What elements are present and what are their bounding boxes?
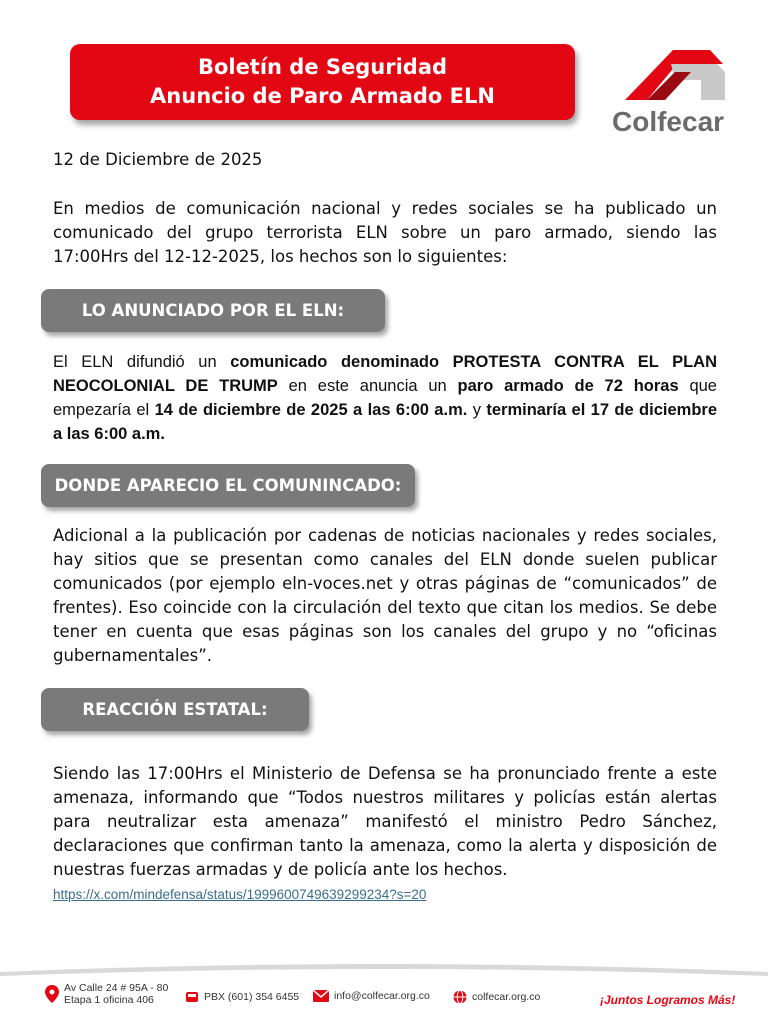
- mindefensa-link[interactable]: https://x.com/mindefensa/status/1999600749639299234?s=20: [53, 887, 427, 902]
- intro-paragraph: En medios de comunicación nacional y redes sociales se ha publicado un comunicado del grupo terrorista ELN sobre un paro armado, siendo las 17:00Hrs del 12-12-2025, los hechos son lo siguientes:: [53, 199, 717, 266]
- announced-bold-4: terminaría el 17 de diciembre a las 6:00 a.m.: [53, 401, 717, 443]
- header-banner: [70, 44, 575, 120]
- globe-icon: [453, 990, 467, 1004]
- section-header-announced: LO ANUNCIADO POR EL ELN:: [41, 289, 385, 332]
- announced-text-4: y: [467, 401, 487, 419]
- footer: [0, 960, 768, 1024]
- announced-bold-2: paro armado de 72 horas: [457, 377, 679, 395]
- footer-website[interactable]: [453, 990, 540, 1004]
- email-text: info@colfecar.org.co: [334, 990, 430, 1002]
- where-paragraph: Adicional a la publicación por cadenas de noticias nacionales y redes sociales, hay sitios que se presentan como canales del ELN donde suelen publicar comunicados (por ejemplo eln-voces.net y otras páginas de “comunicados” de frentes). Eso coincide con la circulación del texto que citan los medios. Se debe tener en cuenta que esas páginas son los canales del grupo y no “oficinas gubernamentales”.: [53, 526, 717, 665]
- announced-text-1: El ELN difundió un: [53, 353, 231, 371]
- footer-address: [45, 982, 168, 1006]
- phone-text: PBX (601) 354 6455: [204, 991, 300, 1003]
- address-line-2: Etapa 1 oficina 406: [64, 994, 154, 1006]
- website-text: colfecar.org.co: [472, 991, 541, 1003]
- reaction-text: Siendo las 17:00Hrs el Ministerio de Defensa se ha pronunciado frente a este amenaza, informando que “Todos nuestros militares y policías están alertas para neutralizar esta amenaza” manifestó el ministro Pedro Sánchez, declaraciones que confirman tanto la amenaza, como la alerta y disposición de nuestras fuerzas armadas y de policía ante los hechos.: [53, 764, 717, 879]
- announced-bold-3: 14 de diciembre de 2025 a las 6:00 a.m.: [154, 401, 468, 419]
- bulletin-subtitle: Anuncio de Paro Armado ELN: [150, 84, 495, 108]
- reaction-paragraph: [53, 762, 717, 907]
- announced-paragraph: [53, 350, 717, 446]
- announced-text-3: que empezaría el: [53, 377, 717, 419]
- footer-email[interactable]: [313, 990, 430, 1002]
- footer-phone: [185, 990, 299, 1004]
- email-icon: [313, 990, 329, 1002]
- footer-slogan: ¡Juntos Logramos Más!: [600, 993, 736, 1007]
- location-pin-icon: [45, 985, 59, 1003]
- announced-text-2: en este anuncia un: [277, 377, 458, 395]
- address-line-1: Av Calle 24 # 95A - 80: [64, 982, 169, 994]
- section-header-where: DONDE APARECIO EL COMUNINCADO:: [41, 464, 415, 507]
- announced-bold-1: comunicado denominado PROTESTA CONTRA EL PLAN NEOCOLONIAL DE TRUMP: [53, 353, 717, 395]
- phone-icon: [185, 990, 199, 1004]
- logo-text: Colfecar: [612, 106, 725, 137]
- section-header-reaction: REACCIÓN ESTATAL:: [41, 688, 309, 731]
- bulletin-title: Boletín de Seguridad: [197, 55, 448, 79]
- document-date: 12 de Diciembre de 2025: [53, 150, 263, 169]
